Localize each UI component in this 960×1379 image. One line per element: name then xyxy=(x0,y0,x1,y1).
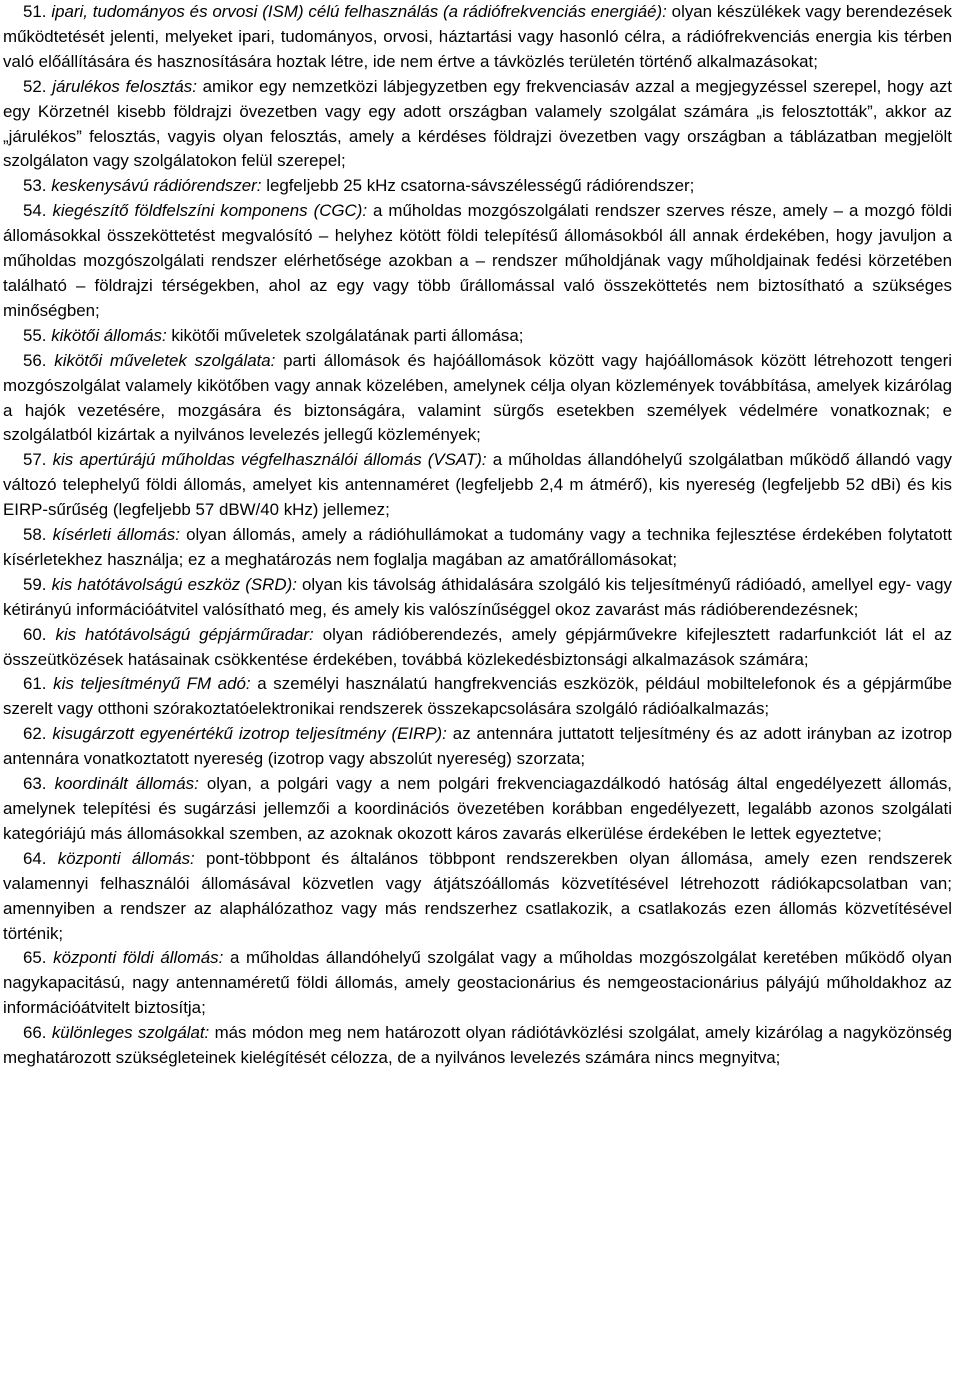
defined-term: kiegészítő földfelszíni komponens (CGC): xyxy=(52,201,368,221)
definition-66 xyxy=(3,1021,952,1071)
defined-term: kis hatótávolságú eszköz (SRD): xyxy=(51,574,297,594)
definition-text: olyan kis távolság áthidalására szolgáló kis teljesítményű rádióadó, amellyel egy- vagy kétirányú információátvitel valósítható meg, és amely kis valószínűséggel okoz zavarást más rádióberendezésnek; xyxy=(3,574,952,619)
definition-57 xyxy=(3,448,952,523)
definition-53 xyxy=(3,174,952,199)
definition-text: legfeljebb 25 kHz csatorna-sávszélességű rádiórendszer; xyxy=(266,176,695,196)
definition-54 xyxy=(3,199,952,324)
defined-term: kikötői műveletek szolgálata: xyxy=(54,350,276,370)
defined-term: kis teljesítményű FM adó: xyxy=(53,674,251,694)
entry-number: 60. xyxy=(23,624,47,644)
definition-55 xyxy=(3,324,952,349)
definition-text: olyan készülékek vagy berendezések működtetését jelenti, melyeket ipari, tudományos, orvosi, háztartási vagy hasonló célra, a rádiófrekvenciás energia kis térben való előállítására és hasznosítására hoztak létre, ide nem értve a távközlés területén történő alkalmazásokat; xyxy=(3,2,952,71)
entry-number: 54. xyxy=(23,201,47,221)
entry-number: 63. xyxy=(23,774,47,794)
definition-text: kikötői műveletek szolgálatának parti állomása; xyxy=(171,325,524,345)
entry-number: 62. xyxy=(23,724,47,744)
entry-number: 66. xyxy=(23,1023,47,1043)
defined-term: központi földi állomás: xyxy=(53,948,224,968)
defined-term: kisugárzott egyenértékű izotrop teljesítmény (EIRP): xyxy=(52,724,447,744)
entry-number: 55. xyxy=(23,325,47,345)
entry-number: 59. xyxy=(23,574,47,594)
entry-number: 58. xyxy=(23,525,47,545)
definition-text: olyan, a polgári vagy a nem polgári frekvenciagazdálkodó hatóság által engedélyezett állomás, amelynek telepítési és sugárzási jellemzői a koordinációs övezetében korábban engedélyezett, legalább azonos szolgálati kategóriájú más állomásokkal szemben, az azoknak okozott káros zavarás elkerülése érdekében le lettek egyeztetve; xyxy=(3,774,952,843)
definition-64 xyxy=(3,847,952,947)
defined-term: koordinált állomás: xyxy=(54,774,199,794)
definition-text: a műholdas mozgószolgálati rendszer szerves része, amely – a mozgó földi állomásokkal összeköttetést megvalósító – helyhez kötött földi telepítésű állomásokból áll annak érdekében, hogy javuljon a műholdas mozgószolgálati rendszer elérhetősége azokban a – rendszer műholdjának vagy műholdjainak fedési körzetében található – földrajzi térségekben, ahol az egy vagy több űrállomással való összeköttetés nem biztosítható a szükséges minőségben; xyxy=(3,201,952,320)
definition-text: olyan rádióberendezés, amely gépjárművekre kifejlesztett radarfunkciót lát el az összeütközések hatásainak csökkentése érdekében, továbbá közlekedésbiztonsági alkalmazások számára; xyxy=(3,624,953,669)
definition-text: a műholdas állandóhelyű szolgálat vagy a műholdas mozgószolgálat keretében működő olyan nagykapacitású, nagy antennaméretű földi állomás, amely geostacionárius és nemgeostacionárius pályájú műholdakhoz az információátvitelt biztosítja; xyxy=(3,948,952,1018)
definition-60 xyxy=(3,623,952,673)
defined-term: kísérleti állomás: xyxy=(52,525,180,545)
defined-term: kis apertúrájú műholdas végfelhasználói állomás (VSAT): xyxy=(52,450,487,470)
entry-number: 53. xyxy=(23,176,47,196)
defined-term: ipari, tudományos és orvosi (ISM) célú felhasználás (a rádiófrekvenciás energiáé): xyxy=(51,2,667,21)
definition-62 xyxy=(3,722,952,772)
definition-text: az antennára juttatott teljesítmény és az adott irányban az izotrop antennára vonatkoztatott nyereség (izotrop vagy abszolút nyereség) szorzata; xyxy=(3,724,952,769)
definition-text: parti állomások és hajóállomások között vagy hajóállomások között létrehozott tengeri mozgószolgálat valamely kikötőben vagy annak közelében, amelynek célja olyan közlemények továbbítása, amelyek kizárólag a hajók vezetésére, mozgására és biztonságára, valamint sürgős esetekben személyek védelmére vonatkoznak; e szolgálatból kizártak a nyilvános levelezés jellegű közlemények; xyxy=(3,350,952,445)
definition-text: a személyi használatú hangfrekvenciás eszközök, például mobiltelefonok és a gépjárműbe szerelt vagy otthoni szórakoztatóelektronikai rendszerek összekapcsolására szolgáló rádióalkalmazás; xyxy=(3,674,952,719)
entry-number: 64. xyxy=(23,848,47,868)
definition-61 xyxy=(3,672,952,722)
defined-term: kikötői állomás: xyxy=(51,325,167,345)
entry-number: 61. xyxy=(23,674,47,694)
definition-63 xyxy=(3,772,952,847)
entry-number: 56. xyxy=(23,350,47,370)
entry-number: 52. xyxy=(23,76,47,96)
definition-text: pont-többpont és általános többpont rendszerekben olyan állomása, amely ezen rendszerek valamennyi felhasználói állomásával közvetlen vagy átjátszóállomás közvetítésével létrehozott rádiókapcsolatban van; amennyiben a rendszer az alaphálózathoz vagy más rendszerhez csatlakozik, a csatlakozás ezen állomás közvetítésével történik; xyxy=(3,848,952,943)
definition-59 xyxy=(3,573,952,623)
definition-text: a műholdas állandóhelyű szolgálatban működő állandó vagy változó telephelyű földi állomás, amelyet kis antennaméret (legfeljebb 2,4 m átmérő), kis nyereség (legfeljebb 52 dBi) és kis EIRP-sűrűség (legfeljebb 57 dBW/40 kHz) jellemez; xyxy=(3,450,952,520)
definition-52 xyxy=(3,75,952,175)
definition-58 xyxy=(3,523,952,573)
entry-number: 65. xyxy=(23,948,47,968)
defined-term: különleges szolgálat: xyxy=(51,1023,210,1043)
definition-65 xyxy=(3,946,952,1021)
definition-56 xyxy=(3,349,952,449)
definition-51 xyxy=(3,0,952,75)
definition-text: amikor egy nemzetközi lábjegyzetben egy frekvenciasáv azzal a megjegyzéssel szerepel, hogy azt egy Körzetnél kisebb földrajzi övezetben vagy egy adott országban valamely szolgálat számára „is felosztották”, akkor az „járulékos” felosztás, vagyis olyan felosztás, amely a kérdéses földrajzi övezetben vagy országban a táblázatban megjelölt szolgálaton vagy szolgálatokon felül szerepel; xyxy=(3,76,952,171)
defined-term: kis hatótávolságú gépjárműradar: xyxy=(55,624,314,644)
defined-term: központi állomás: xyxy=(57,848,195,868)
definition-text: más módon meg nem határozott olyan rádiótávközlési szolgálat, amely kizárólag a nagyközönség meghatározott szükségleteinek kielégítését célozza, de a nyilvános levelezés számára nincs megnyitva; xyxy=(3,1023,952,1068)
definition-text: olyan állomás, amely a rádióhullámokat a tudomány vagy a technika fejlesztése érdekében folytatott kísérletekhez használja; ez a meghatározás nem foglalja magában az amatőrállomásokat; xyxy=(3,525,952,569)
defined-term: keskenysávú rádiórendszer: xyxy=(51,176,262,196)
entry-number: 57. xyxy=(23,450,47,470)
defined-term: járulékos felosztás: xyxy=(52,76,197,96)
entry-number: 51. xyxy=(23,2,47,21)
